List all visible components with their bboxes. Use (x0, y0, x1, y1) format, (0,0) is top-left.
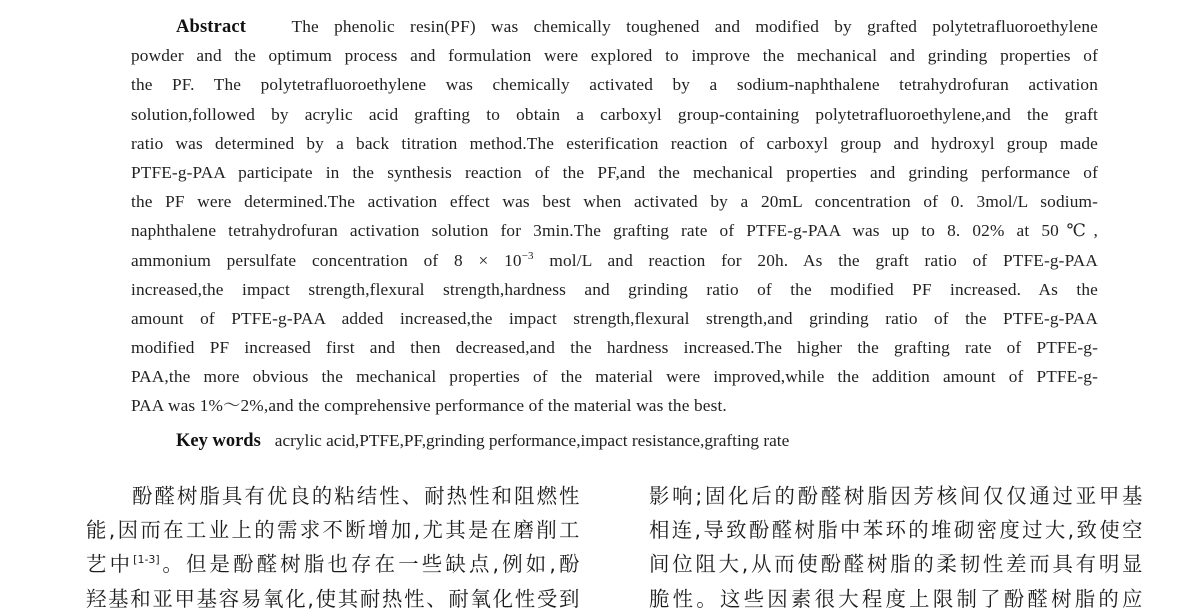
body-line: 脆性。这些因素很大程度上限制了酚醛树脂的应 (649, 586, 1143, 611)
body-line: 相连,导致酚醛树脂中苯环的堆砌密度过大,致使空 (649, 518, 1143, 543)
body-column-left (86, 479, 580, 616)
body-line: 影响;固化后的酚醛树脂因芳核间仅仅通过亚甲基 (649, 484, 1143, 508)
abstract-line: solution,followed by acrylic acid grafting to obtain a carboxyl group-containing polytetrafluoroethylene,and the graft (131, 104, 1098, 124)
keywords-text: acrylic acid,PTFE,PF,grinding performance,impact resistance,grafting rate (274, 431, 790, 450)
abstract-line: PTFE-g-PAA participate in the synthesis reaction of the PF,and the mechanical properties and grinding performance of (131, 162, 1098, 182)
body-line: 酚醛树脂具有优良的粘结性、耐热性和阻燃性 (132, 484, 580, 508)
body-line: 羟基和亚甲基容易氧化,使其耐热性、耐氧化性受到 (86, 586, 580, 611)
abstract-line: increased,the impact strength,flexural strength,hardness and grinding ratio of the modified PF increased. As the (131, 279, 1098, 299)
abstract-section (131, 12, 1098, 421)
abstract-line: modified PF increased first and then decreased,and the hardness increased.The higher the grafting rate of PTFE-g- (131, 338, 1098, 358)
keywords-label: Key words (176, 431, 261, 451)
body-line: 能,因而在工业上的需求不断增加,尤其是在磨削工 (86, 518, 580, 543)
abstract-line: the PF. The polytetrafluoroethylene was chemically activated by a sodium-naphthalene tetrahydrofuran activation (131, 75, 1098, 95)
abstract-line: powder and the optimum process and formulation were explored to improve the mechanical and grinding properties of (131, 46, 1098, 66)
body-line-text: 艺中 (86, 552, 134, 577)
abstract-line: ratio was determined by a back titration method.The esterification reaction of carboxyl group and hydroxyl group made (131, 133, 1098, 153)
abstract-line-text: The phenolic resin(PF) was chemically toughened and modified by grafted polytetrafluoroethylene (291, 17, 1098, 36)
body-line-text: 。但是酚醛树脂也存在一些缺点,例如,酚 (159, 552, 580, 577)
body-line: 间位阻大,从而使酚醛树脂的柔韧性差而具有明显 (649, 552, 1143, 577)
abstract-line: naphthalene tetrahydrofuran activation solution for 3min.The grafting rate of PTFE-g-PAA was up to 8. 02% at 50℃, (131, 221, 1098, 241)
abstract-line: PAA was 1%～2%,and the comprehensive performance of the material was the best. (131, 396, 727, 416)
abstract-line-text: mol/L and reaction for 20h. As the graft ratio of PTFE-g-PAA (533, 250, 1098, 270)
keywords (176, 426, 789, 456)
abstract-line (131, 12, 1098, 41)
abstract-line: the PF were determined.The activation effect was best when activated by a 20mL concentration of 0. 3mol/L sodium- (131, 192, 1098, 212)
abstract-line-text: ammonium persulfate concentration of 8 × 10 (131, 250, 522, 270)
abstract-line (131, 246, 1098, 275)
body-column-right (649, 479, 1143, 616)
body-line (86, 547, 580, 581)
abstract-label: Abstract (176, 17, 247, 37)
exponent: −3 (521, 249, 534, 262)
abstract-line: amount of PTFE-g-PAA added increased,the impact strength,flexural strength,and grinding ratio of the PTFE-g-PAA (131, 308, 1098, 328)
abstract-line: PAA,the more obvious the mechanical properties of the material were improved,while the addition amount of PTFE-g- (131, 367, 1098, 387)
citation-ref[interactable]: [1-3] (133, 553, 160, 567)
